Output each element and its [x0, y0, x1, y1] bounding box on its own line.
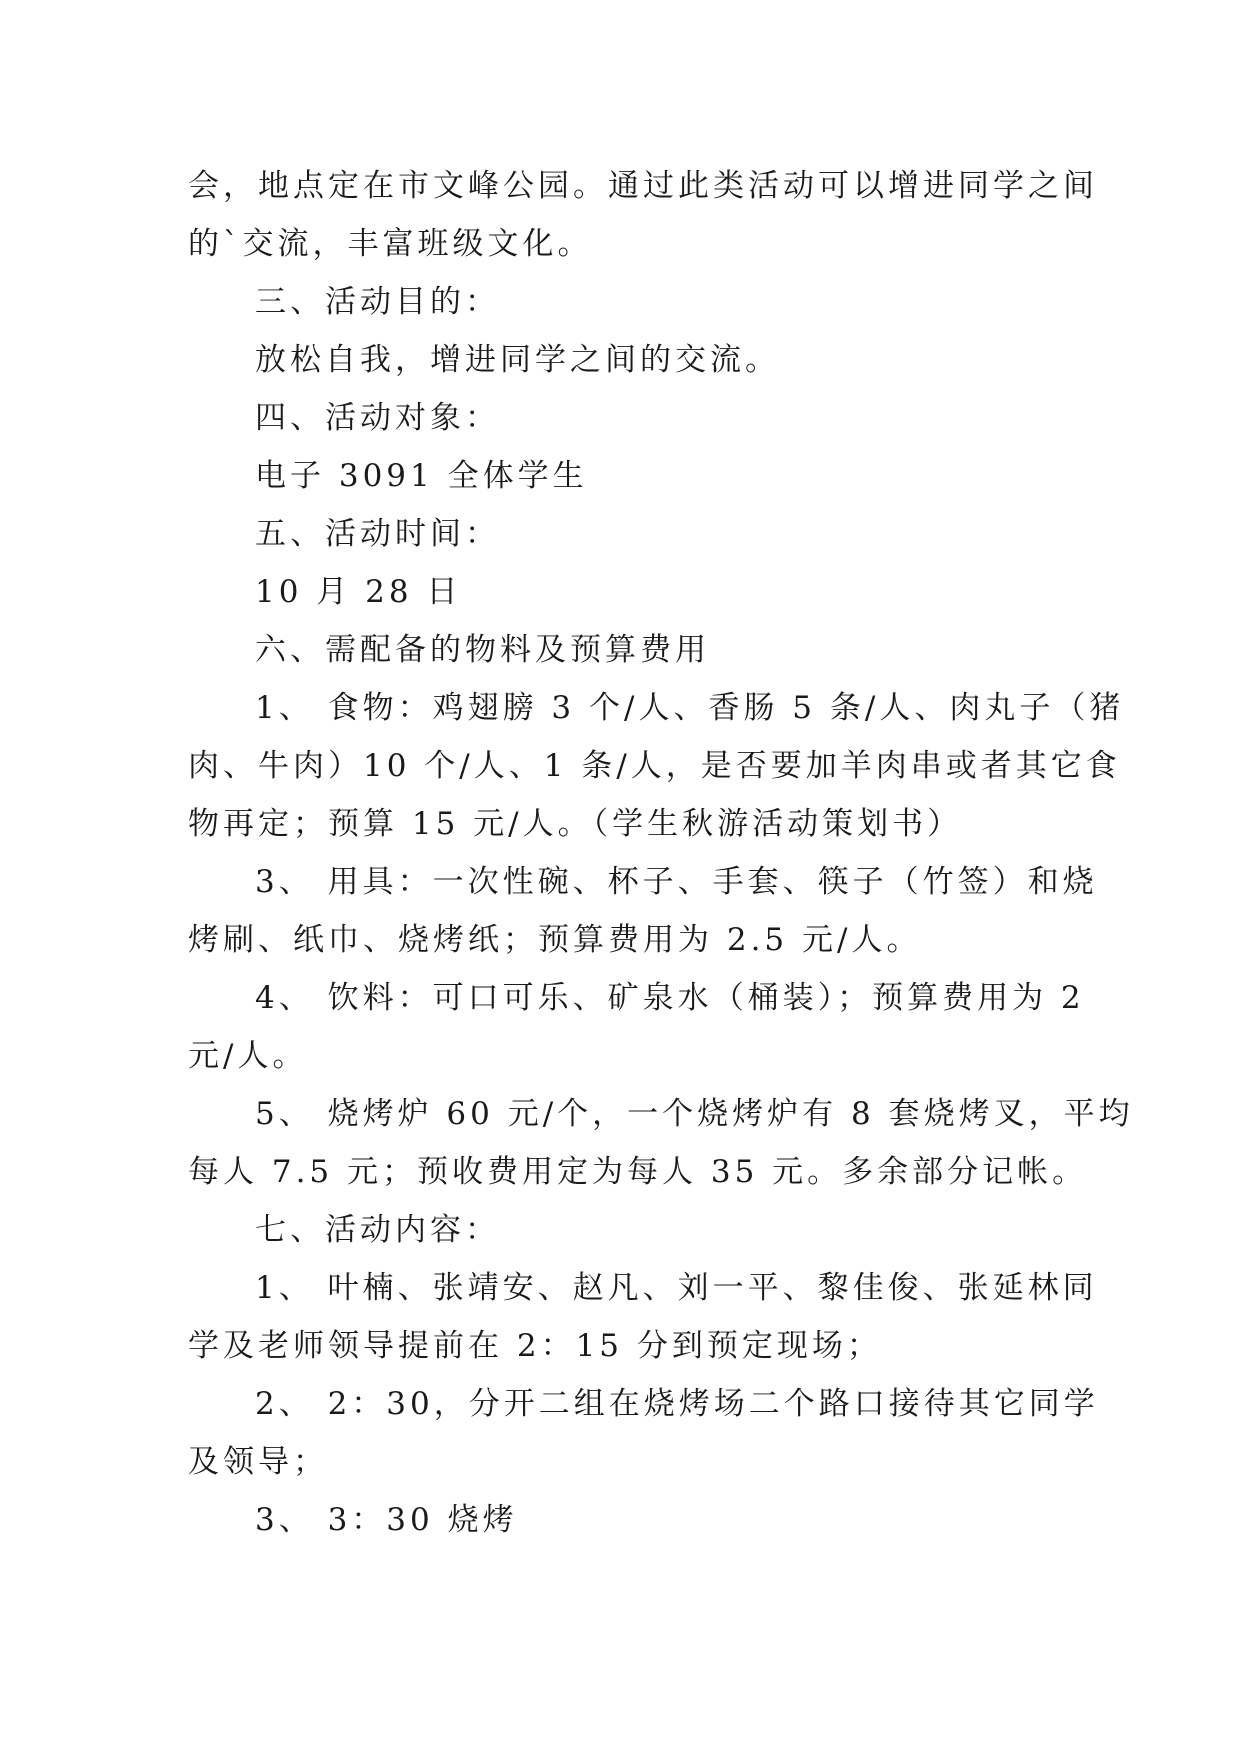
text-line: 会，地点定在市文峰公园。通过此类活动可以增进同学之间: [188, 168, 1098, 204]
list-item: 5、 烧烤炉 60 元/个，一个烧烤炉有 8 套烧烤叉，平均: [255, 1096, 1134, 1132]
text-line: 每人 7.5 元；预收费用定为每人 35 元。多余部分记帐。: [188, 1154, 1088, 1190]
list-item: 3、 用具：一次性碗、杯子、手套、筷子（竹签）和烧: [255, 864, 1098, 900]
text-line: 肉、牛肉）10 个/人、1 条/人，是否要加羊肉串或者其它食: [188, 748, 1121, 784]
section-heading: 七、活动内容：: [255, 1212, 500, 1248]
text-line: 及领导；: [188, 1444, 328, 1480]
list-item: 3、 3：30 烧烤: [255, 1502, 518, 1538]
list-item: 4、 饮料：可口可乐、矿泉水（桶装）；预算费用为 2: [255, 980, 1085, 1016]
text-line: 学及老师领导提前在 2：15 分到预定现场；: [188, 1328, 882, 1364]
text-line: 电子 3091 全体学生: [255, 458, 588, 494]
section-heading: 六、需配备的物料及预算费用: [255, 632, 710, 668]
text-line: 10 月 28 日: [255, 574, 462, 610]
section-heading: 四、活动对象：: [255, 400, 500, 436]
text-line: 的`交流，丰富班级文化。: [188, 226, 593, 262]
text-line: 烤刷、纸巾、烧烤纸；预算费用为 2.5 元/人。: [188, 922, 922, 958]
text-line: 放松自我，增进同学之间的交流。: [255, 342, 780, 378]
list-item: 1、 叶楠、张靖安、赵凡、刘一平、黎佳俊、张延林同: [255, 1270, 1098, 1306]
document-body: [188, 157, 1134, 1549]
section-heading: 三、活动目的：: [255, 284, 500, 320]
list-item: 1、 食物：鸡翅膀 3 个/人、香肠 5 条/人、肉丸子（猪: [255, 690, 1125, 726]
section-heading: 五、活动时间：: [255, 516, 500, 552]
text-line: 物再定；预算 15 元/人。（学生秋游活动策划书）: [188, 806, 963, 842]
text-line: 元/人。: [188, 1038, 308, 1074]
list-item: 2、 2：30，分开二组在烧烤场二个路口接待其它同学: [255, 1386, 1099, 1422]
